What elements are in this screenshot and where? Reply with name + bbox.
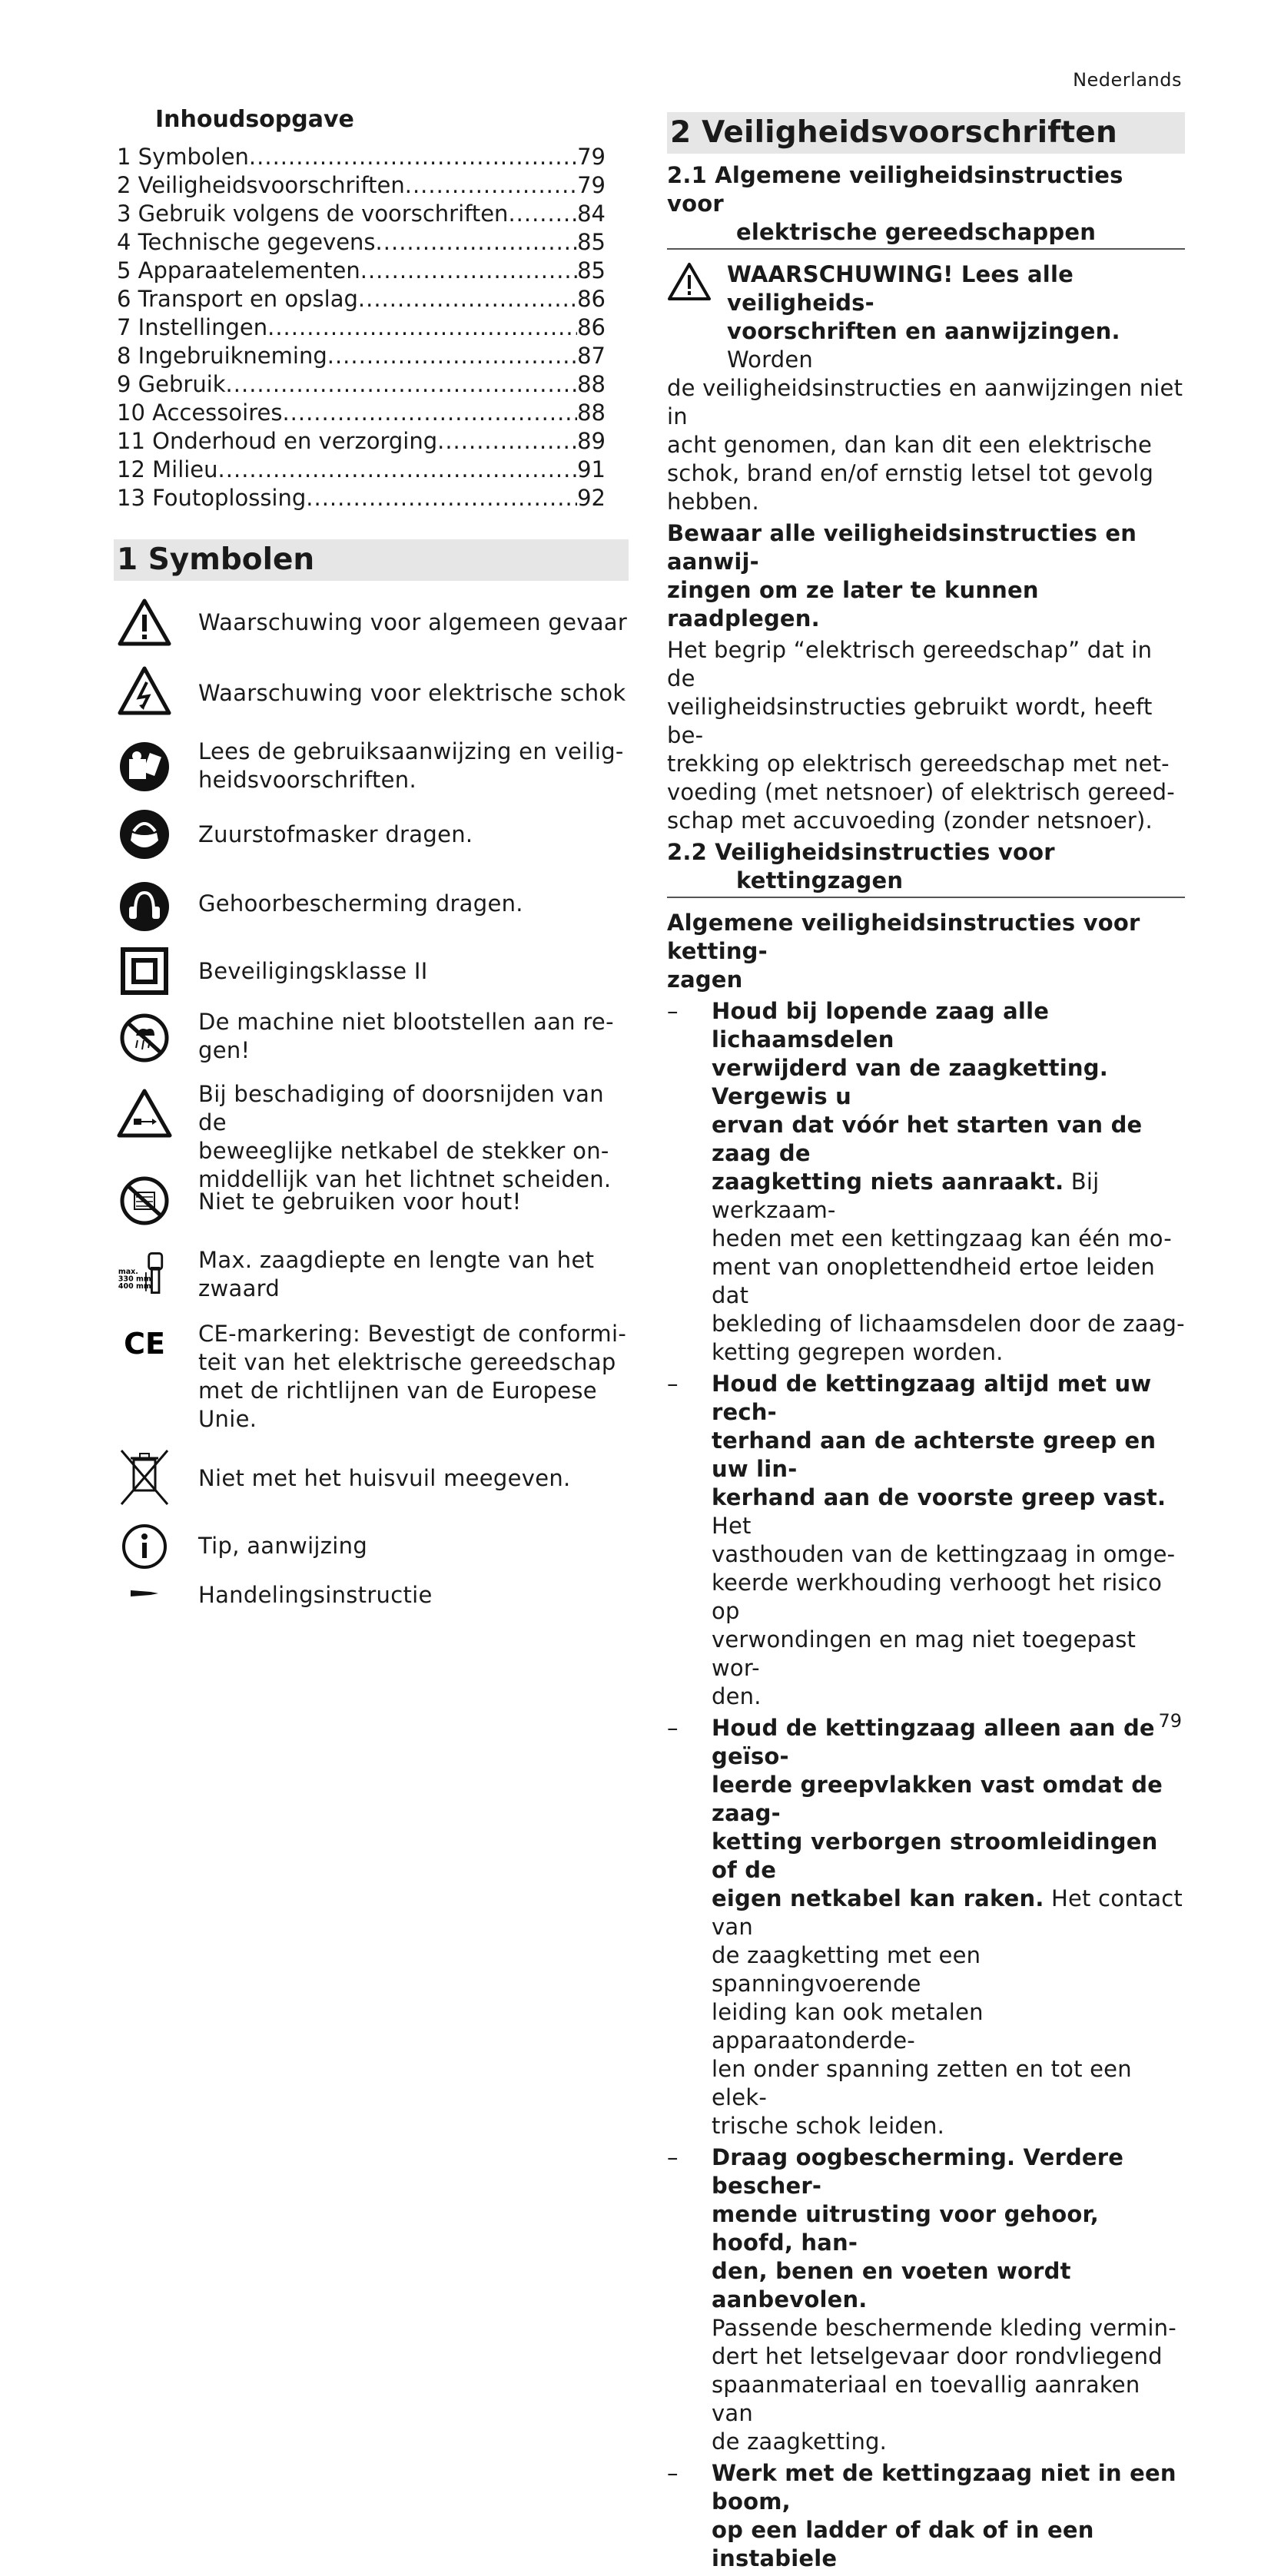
toc-entry-page: 87 <box>577 343 606 369</box>
not-for-wood-icon <box>117 1175 172 1226</box>
toc-leader-dots <box>282 399 577 426</box>
toc-entry-page: 84 <box>577 201 606 227</box>
general-heading: Algemene veiligheidsinstructies voor ketting- zagen <box>667 910 1140 993</box>
toc-leader-dots <box>358 286 577 312</box>
symbol-row <box>117 1246 632 1320</box>
subsection-2-2-line2: kettingzagen <box>736 867 904 893</box>
warning-triangle-icon <box>117 598 172 647</box>
symbol-text: Handelingsinstructie <box>198 1582 433 1608</box>
left-column <box>117 106 632 1613</box>
ce-mark-icon <box>117 1326 172 1360</box>
warning-triangle-icon <box>667 262 712 309</box>
symbol-text: Niet met het huisvuil meegeven. <box>198 1465 571 1491</box>
safety-bullets <box>667 997 1185 2573</box>
toc-leader-dots <box>508 201 577 227</box>
toc-entry-title: 4 Technische gegevens <box>117 229 376 255</box>
symbol-row <box>117 945 632 1006</box>
subsection-2-1-line2: elektrische gereedschappen <box>736 219 1097 245</box>
symbol-text: Niet te gebruiken voor hout! <box>198 1189 522 1215</box>
toc-leader-dots <box>437 428 577 454</box>
toc-entry-page: 91 <box>577 456 606 482</box>
right-column <box>667 112 1185 2576</box>
symbols-list <box>117 598 632 1613</box>
symbol-row <box>117 736 632 801</box>
symbol-row <box>117 1446 632 1523</box>
symbol-row <box>117 801 632 874</box>
toc-entry-page: 86 <box>577 314 606 340</box>
symbol-text: Max. zaagdiepte en lengte van het zwaard <box>198 1247 595 1301</box>
bullet-dash: – <box>667 1371 679 1397</box>
toc-entry-page: 86 <box>577 286 606 312</box>
crossed-bin-icon <box>117 1446 172 1509</box>
toc-leader-dots <box>360 257 577 283</box>
bar-length-label: 400 mm <box>118 1281 151 1291</box>
toc-entry[interactable] <box>117 314 606 343</box>
bullet-dash: – <box>667 998 679 1024</box>
symbol-row <box>117 1006 632 1080</box>
bullet-bold-text: Houd de kettingzaag alleen aan de geïso- leerde greepvlakken vast omdat de zaag- ketting verborgen stroomleidingen of de eigen netkabel kan raken. <box>712 1715 1163 1911</box>
warning-text: de veiligheidsinstructies en aanwijzingen niet in acht genomen, dan kan dit een elektrische schok, brand en/of ernstig letsel tot gevolg hebben. <box>667 375 1183 515</box>
warning-text-start: Worden <box>727 346 813 373</box>
symbol-text: CE-markering: Bevestigt de conformi- teit van het elektrische gereedschap met de richtlijnen van de Europese Unie. <box>198 1321 627 1432</box>
toc-entry-title: 9 Gebruik <box>117 371 226 397</box>
toc-entry[interactable] <box>117 485 606 513</box>
toc-entry-page: 85 <box>577 257 606 283</box>
bullet-dash: – <box>667 2144 679 2170</box>
toc-leader-dots <box>327 343 577 369</box>
safety-heading: 2 Veiligheidsvoorschriften <box>667 112 1185 154</box>
toc-entry-title: 5 Apparaatelementen <box>117 257 360 283</box>
symbol-row <box>117 1523 632 1580</box>
max-depth-label: 330 mm <box>118 1275 151 1284</box>
toc-leader-dots <box>306 485 577 511</box>
bullet-text: Het contact van de zaagketting met een spanningvoerende leiding kan ook metalen apparaatonderde- len onder spanning zetten en tot een elek- trische schok leiden. <box>712 1885 1183 2139</box>
toc-entry[interactable] <box>117 229 606 257</box>
toc-entry-page: 85 <box>577 229 606 255</box>
toc-leader-dots <box>249 144 577 170</box>
unplug-warning-icon <box>117 1088 172 1139</box>
toc-leader-dots <box>405 172 577 198</box>
symbol-text: Beveiligingsklasse II <box>198 958 428 984</box>
toc-entry-title: 10 Accessoires <box>117 399 283 426</box>
bullet-dash: – <box>667 2460 679 2486</box>
warning-title-cont: voorschriften en aanwijzingen. <box>727 318 1120 344</box>
keep-instructions: Bewaar alle veiligheidsinstructies en aanwij- zingen om ze later te kunnen raadplegen. <box>667 520 1137 632</box>
subsection-2-1-line1: 2.1 Algemene veiligheidsinstructies voor <box>667 162 1123 217</box>
bullet-bold-text: Houd de kettingzaag altijd met uw rech- terhand aan de achterste greep en uw lin- kerhand aan de voorste greep vast. <box>712 1371 1166 1510</box>
symbol-text: Tip, aanwijzing <box>198 1533 368 1559</box>
toc-title: Inhoudsopgave <box>155 106 354 133</box>
toc-entry-page: 88 <box>577 399 606 426</box>
toc-entry-page: 88 <box>577 371 606 397</box>
toc-entry[interactable] <box>117 144 606 172</box>
toc-entry[interactable] <box>117 172 606 201</box>
symbol-row <box>117 598 632 665</box>
toc-entry-title: 2 Veiligheidsvoorschriften <box>117 172 405 198</box>
language-label: Nederlands <box>1073 69 1182 91</box>
bullet-dash: – <box>667 1715 679 1741</box>
bullet-bold-text: Houd bij lopende zaag alle lichaamsdelen verwijderd van de zaagketting. Vergewis u ervan dat vóór het starten van de zaag de zaagketting niets aanraakt. <box>712 998 1143 1195</box>
electric-shock-warning-icon <box>117 665 172 716</box>
toc-entry[interactable] <box>117 399 606 428</box>
safety-bullet <box>667 2143 1185 2456</box>
toc-leader-dots <box>376 229 578 255</box>
subsection-2-2-heading <box>667 838 1185 898</box>
symbol-text: Gehoorbescherming dragen. <box>198 890 523 917</box>
symbol-row <box>117 1580 632 1613</box>
toc-entry[interactable] <box>117 286 606 314</box>
symbol-text: Waarschuwing voor elektrische schok <box>198 680 626 706</box>
toc-entry[interactable] <box>117 257 606 286</box>
toc-entry-page: 89 <box>577 428 606 454</box>
protection-class-ii-icon <box>117 947 172 996</box>
term-definition: Het begrip “elektrisch gereedschap” dat in de veiligheidsinstructies gebruikt wordt, heeft be- trekking op elektrisch gereedschap met net- voeding (met netsnoer) of elektrisch gereed- schap met accuvoeding (zonder netsnoer). <box>667 637 1175 834</box>
bullet-text: Bij werkzaam- heden met een kettingzaag kan één mo- ment van onoplettendheid ertoe leiden dat bekleding of lichaamsdelen door de zaag- ketting gegrepen worden. <box>712 1169 1185 1365</box>
symbol-row <box>117 874 632 945</box>
safety-bullet <box>667 997 1185 1367</box>
toc-entry-title: 7 Instellingen <box>117 314 268 340</box>
max-cut-depth-icon <box>117 1249 172 1297</box>
read-manual-icon <box>117 741 172 793</box>
symbol-text: Lees de gebruiksaanwijzing en veilig- heidsvoorschriften. <box>198 738 624 793</box>
toc-entry-page: 79 <box>577 144 606 170</box>
max-label: max. <box>118 1267 138 1276</box>
subsection-2-1-heading <box>667 161 1185 250</box>
bullet-bold-text: Draag oogbescherming. Verdere bescher- mende uitrusting voor gehoor, hoofd, han- den, benen en voeten wordt aanbevolen. <box>712 2144 1124 2312</box>
toc-entry[interactable] <box>117 371 606 399</box>
toc-entry-page: 79 <box>577 172 606 198</box>
toc-entry-title: 11 Onderhoud en verzorging <box>117 428 438 454</box>
toc-entry[interactable] <box>117 343 606 371</box>
toc-entry-title: 8 Ingebruikneming <box>117 343 327 369</box>
symbol-row <box>117 1080 632 1192</box>
ce-label: CE <box>124 1327 165 1360</box>
toc-leader-dots <box>218 456 578 482</box>
symbol-text: Zuurstofmasker dragen. <box>198 821 473 847</box>
bullet-text: Het vasthouden van de kettingzaag in omge- keerde werkhouding verhoogt het risico op verwondingen en mag niet toegepast wor- den. <box>712 1513 1176 1709</box>
toc-leader-dots <box>267 314 577 340</box>
safety-bullet <box>667 2459 1185 2573</box>
symbol-row <box>117 1320 632 1446</box>
toc-entry-page: 92 <box>577 485 606 511</box>
bullet-bold-text: Werk met de kettingzaag niet in een boom, op een ladder of dak of in een instabiele <box>712 2460 1176 2571</box>
info-icon <box>117 1523 172 1570</box>
no-rain-icon <box>117 1013 172 1063</box>
ear-protection-icon <box>117 880 172 933</box>
symbol-text: Waarschuwing voor algemeen gevaar <box>198 609 628 635</box>
toc-entry-title: 12 Milieu <box>117 456 218 482</box>
page-number: 79 <box>1158 1710 1182 1732</box>
symbol-text: Bij beschadiging of doorsnijden van de beweeglijke netkabel de stekker on- middellijk van het lichtnet scheiden. <box>198 1081 612 1192</box>
safety-bullet <box>667 1370 1185 1711</box>
safety-bullet <box>667 1714 1185 2140</box>
symbol-row <box>117 1171 632 1246</box>
dust-mask-icon <box>117 808 172 860</box>
subsection-2-2-line1: 2.2 Veiligheidsinstructies voor <box>667 839 1055 865</box>
warning-paragraph <box>667 260 1185 516</box>
toc-entry[interactable] <box>117 456 606 485</box>
toc-entry-title: 13 Foutoplossing <box>117 485 307 511</box>
toc-entry[interactable] <box>117 201 606 229</box>
toc-entry-title: 6 Transport en opslag <box>117 286 358 312</box>
toc-leader-dots <box>226 371 578 397</box>
action-arrow-icon <box>117 1587 172 1600</box>
warning-title: WAARSCHUWING! Lees alle veiligheids- <box>727 261 1074 316</box>
symbols-heading: 1 Symbolen <box>114 539 629 581</box>
toc-entry-title: 3 Gebruik volgens de voorschriften <box>117 201 509 227</box>
toc-entry[interactable] <box>117 428 606 456</box>
symbol-row <box>117 665 632 736</box>
symbol-text: De machine niet blootstellen aan re- gen! <box>198 1009 614 1063</box>
table-of-contents <box>117 144 632 513</box>
bullet-text: Passende beschermende kleding vermin- dert het letselgevaar door rondvliegend spaanmateriaal en toevallig aanraken van de zaagketting. <box>712 2315 1176 2455</box>
toc-entry-title: 1 Symbolen <box>117 144 249 170</box>
